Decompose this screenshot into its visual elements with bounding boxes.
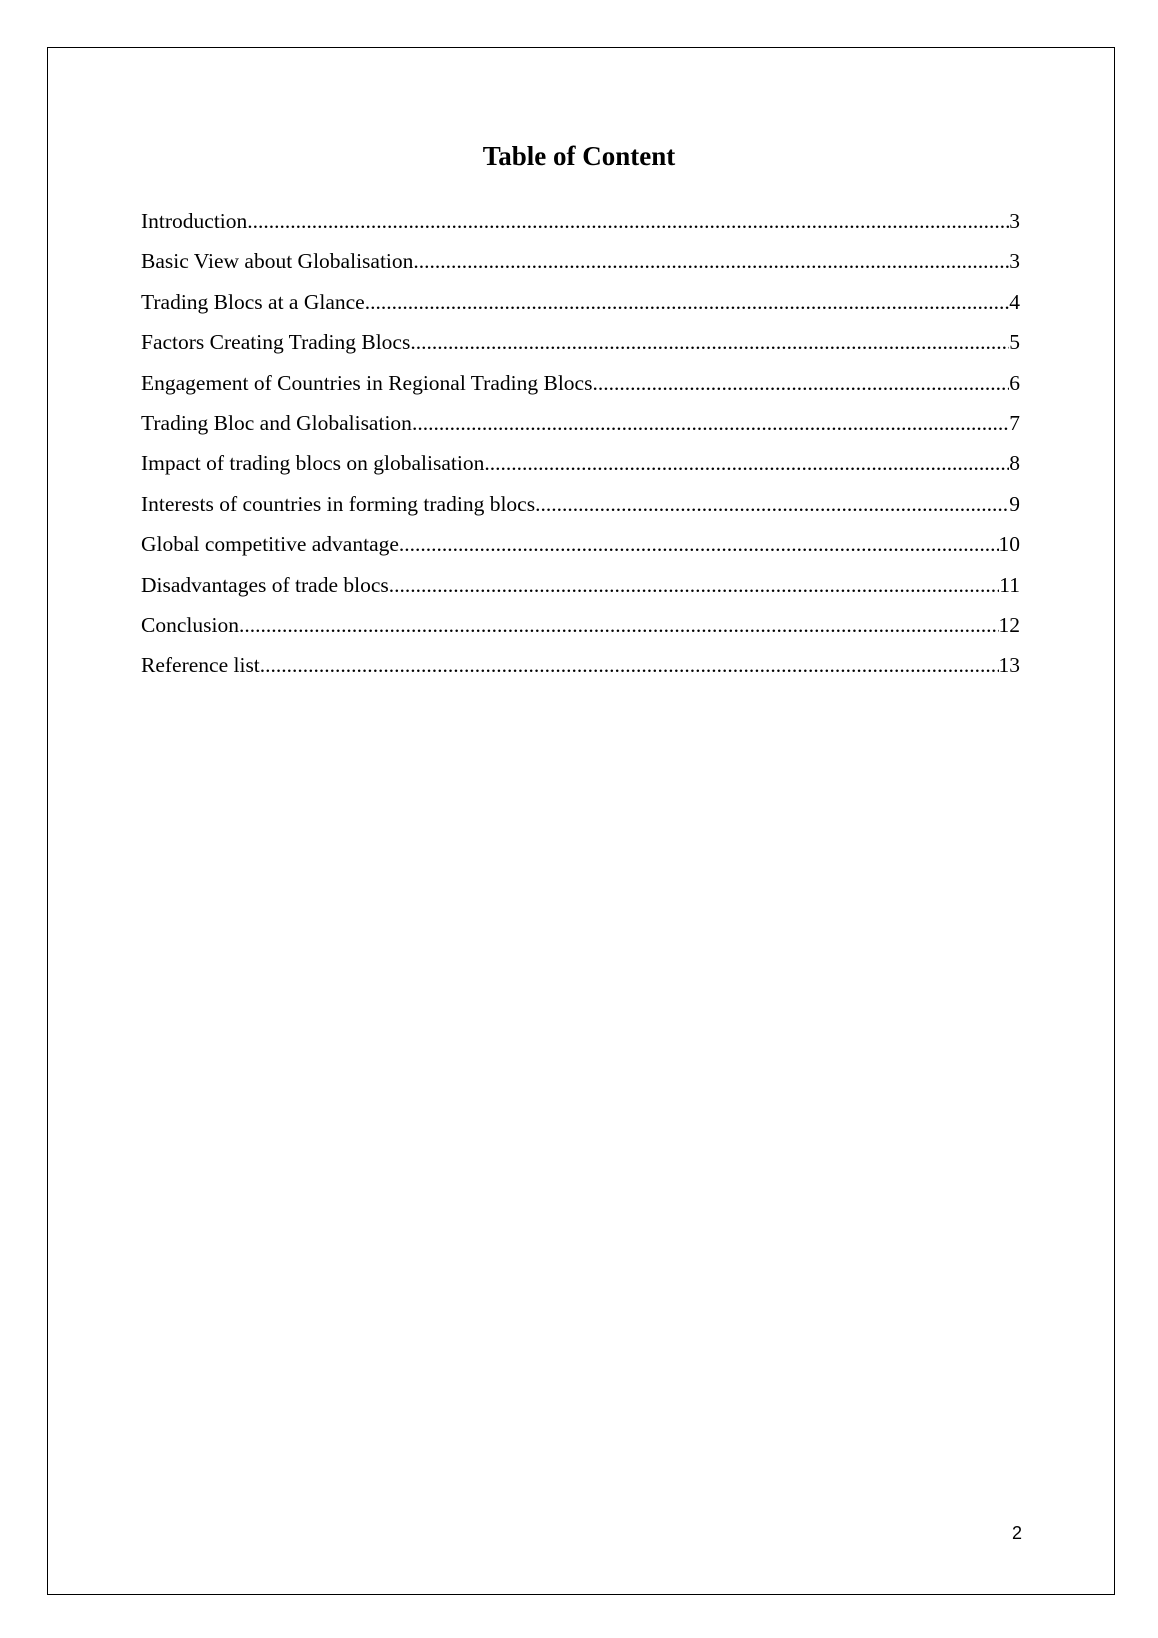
toc-entry-page: 3 (1009, 249, 1020, 274)
toc-dot-leader (412, 407, 1009, 440)
toc-dot-leader (484, 447, 1009, 480)
toc-entry-trading-blocs-glance[interactable] (141, 286, 1020, 326)
toc-entry-page: 3 (1009, 209, 1020, 233)
toc-dot-leader (592, 367, 1009, 400)
toc-entry-label[interactable]: Conclusion (141, 612, 239, 637)
toc-entry-label[interactable]: Reference list (141, 653, 260, 678)
toc-entry-label[interactable]: Global competitive advantage (141, 532, 399, 557)
toc-entry-page: 4 (1009, 289, 1020, 314)
toc-entry-page: 12 (998, 612, 1020, 637)
toc-entry-factors[interactable] (141, 326, 1020, 366)
toc-entry-page: 9 (1009, 491, 1020, 516)
toc-entry-page: 11 (999, 572, 1020, 597)
toc-entry-label[interactable]: Interests of countries in forming trading blocs (141, 491, 536, 516)
page-title: Table of Content (482, 141, 676, 171)
toc-entry-page: 8 (1009, 451, 1020, 476)
toc-dot-leader (260, 649, 999, 682)
toc-entry-label[interactable]: Engagement of Countries in Regional Trading Blocs (141, 370, 593, 395)
toc-dot-leader (389, 569, 1000, 602)
toc-entry-engagement[interactable] (141, 367, 1020, 407)
toc-entry-label[interactable]: Disadvantages of trade blocs (141, 572, 389, 597)
toc-entry-label[interactable]: Trading Bloc and Globalisation (141, 410, 412, 435)
page-number: 2 (1011, 1523, 1022, 1543)
toc-dot-leader (247, 205, 1009, 238)
toc-entry-page: 10 (998, 532, 1020, 557)
toc-entry-label[interactable]: Impact of trading blocs on globalisation (141, 451, 485, 476)
toc-entry-page: 13 (998, 653, 1020, 678)
toc-dot-leader (365, 286, 1010, 319)
toc-dot-leader (239, 609, 999, 642)
toc-entry-label[interactable]: Trading Blocs at a Glance (141, 289, 365, 314)
toc-entry-reference-list[interactable] (141, 649, 1020, 689)
toc-entry-label[interactable]: Basic View about Globalisation (141, 249, 414, 274)
toc-entry-basic-view[interactable] (141, 245, 1020, 285)
toc-dot-leader (535, 488, 1009, 521)
toc-dot-leader (399, 528, 999, 561)
toc-entry-trading-bloc-globalisation[interactable] (141, 407, 1020, 447)
toc-entry-page: 7 (1009, 410, 1020, 435)
toc-entry-page: 5 (1009, 330, 1020, 355)
toc-entry-competitive-advantage[interactable] (141, 528, 1020, 568)
toc-entry-disadvantages[interactable] (141, 569, 1020, 609)
toc-entry-introduction[interactable] (141, 205, 1020, 245)
toc-dot-leader (413, 245, 1009, 278)
toc-entry-impact[interactable] (141, 447, 1020, 487)
toc-entry-page: 6 (1009, 370, 1020, 395)
toc-entry-conclusion[interactable] (141, 609, 1020, 649)
toc-dot-leader (410, 326, 1009, 359)
table-of-contents (141, 205, 1020, 690)
toc-entry-interests[interactable] (141, 488, 1020, 528)
toc-entry-label[interactable]: Factors Creating Trading Blocs (141, 330, 411, 355)
toc-entry-label[interactable]: Introduction (141, 209, 248, 233)
